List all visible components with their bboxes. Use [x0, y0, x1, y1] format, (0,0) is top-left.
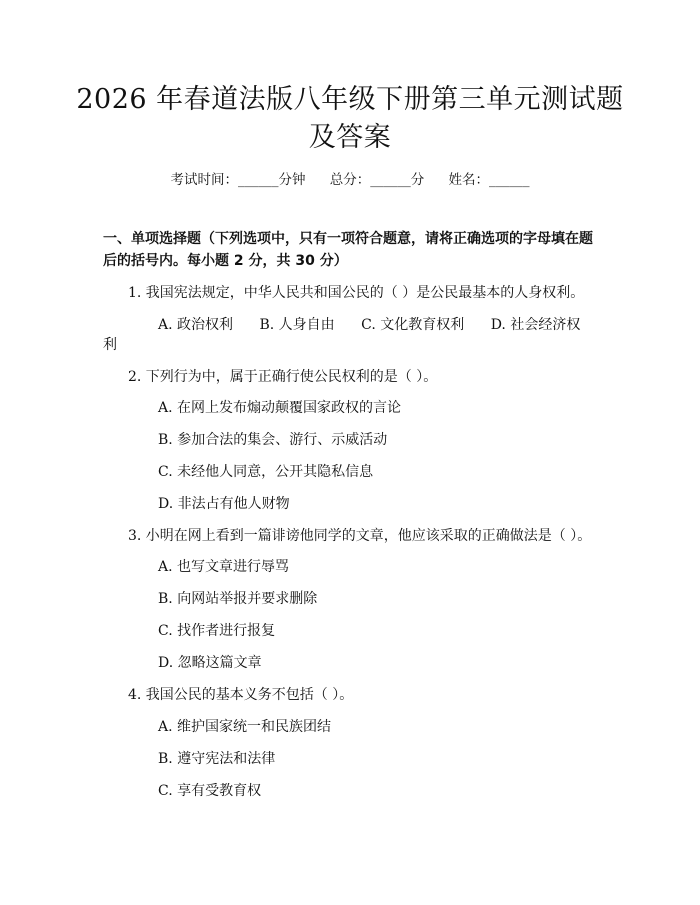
question-4-option-c: C. 享有受教育权: [158, 783, 262, 799]
question-1-option-c: C. 文化教育权利: [361, 317, 465, 333]
question-4-option-a: A. 维护国家统一和民族团结: [158, 719, 332, 735]
question-2-option-c: C. 未经他人同意，公开其隐私信息: [158, 464, 374, 480]
student-name-field: 姓名：______: [448, 172, 530, 188]
question-1-options: [158, 314, 580, 334]
question-2-option-b: B. 参加合法的集会、游行、示威活动: [158, 432, 388, 448]
question-3-option-a: A. 也写文章进行辱骂: [158, 559, 290, 575]
exam-time-field: 考试时间：______分钟: [170, 172, 306, 188]
question-3-option-d: D. 忽略这篇文章: [158, 655, 262, 671]
exam-meta: [0, 168, 700, 188]
section-heading: 一、单项选择题（下列选项中，只有一项符合题意，请将正确选项的字母填在题后的括号内。每小题 2 分，共 30 分）: [103, 231, 593, 269]
question-1-option-b: B. 人身自由: [259, 317, 335, 333]
page-title-line-2: 及答案: [308, 122, 392, 153]
question-4-option-b: B. 遵守宪法和法律: [158, 751, 276, 767]
question-1-stem: 1. 我国宪法规定，中华人民共和国公民的（ ）是公民最基本的人身权利。: [128, 285, 585, 301]
question-4-stem: 4. 我国公民的基本义务不包括（ ）。: [128, 687, 354, 703]
question-1-option-a: A. 政治权利: [158, 317, 234, 333]
page-title-line-1: 2026 年春道法版八年级下册第三单元测试题: [76, 84, 624, 115]
question-1-option-d: D. 社会经济权: [490, 317, 581, 333]
question-3-stem: 3. 小明在网上看到一篇诽谤他同学的文章，他应该采取的正确做法是（ ）。: [128, 528, 592, 544]
question-2-stem: 2. 下列行为中，属于正确行使公民权利的是（ ）。: [128, 369, 438, 385]
question-2-option-a: A. 在网上发布煽动颠覆国家政权的言论: [158, 400, 402, 416]
question-1-option-d-wrap: 利: [103, 337, 117, 353]
question-3-option-b: B. 向网站举报并要求删除: [158, 591, 318, 607]
question-2-option-d: D. 非法占有他人财物: [158, 496, 290, 512]
total-score-field: 总分：______分: [329, 172, 425, 188]
question-3-option-c: C. 找作者进行报复: [158, 623, 276, 639]
